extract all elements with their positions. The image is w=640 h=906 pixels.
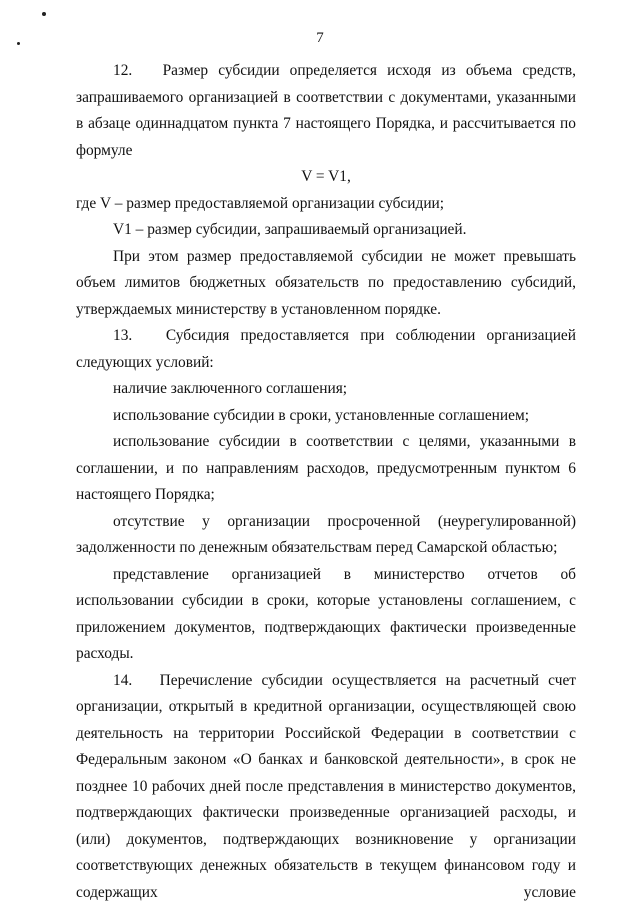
condition-item: отсутствие у организации просроченной (неурегулированной) задолженности по денежным обязательствам перед Самарской областью; [76,509,576,562]
paragraph-limit: При этом размер предоставляемой субсидии не может превышать объем лимитов бюджетных обязательств по предоставлению субсидий, утверждаемых министерству в установленном порядке. [76,244,576,324]
formula: V = V1, [76,164,576,191]
condition-item: представление организацией в министерство отчетов об использовании субсидии в сроки, которые установлены соглашением, с приложением документов, подтверждающих фактически произведенные расходы. [76,562,576,668]
paragraph-12: 12. Размер субсидии определяется исходя из объема средств, запрашиваемого организацией в соответствии с документами, указанными в абзаце одиннадцатом пункта 7 настоящего Порядка, и рассчитывается по формуле [76,58,576,164]
condition-item: наличие заключенного соглашения; [76,376,576,403]
paragraph-14: 14. Перечисление субсидии осуществляется на расчетный счет организации, открытый в кредитной организации, осуществляющей свою деятельность на территории Российской Федерации в соответствии с Федеральным законом «О банках и банковской деятельности», в срок не позднее 10 рабочих дней после представления в министерство документов, подтверждающих фактически произведенные организацией расходы, и (или) документов, подтверждающих возникновение у организации соответствующих денежных обязательств в текущем финансовом году и содержащих условие [76,668,576,906]
document-body [76,58,576,906]
paragraph-13: 13. Субсидия предоставляется при соблюдении организацией следующих условий: [76,323,576,376]
scan-speck [42,12,46,16]
condition-item: использование субсидии в соответствии с целями, указанными в соглашении, и по направлениям расходов, предусмотренным пунктом 6 настоящего Порядка; [76,429,576,509]
formula-where-v1: V1 – размер субсидии, запрашиваемый организацией. [76,217,576,244]
condition-item: использование субсидии в сроки, установленные соглашением; [76,403,576,430]
page-number: 7 [0,30,640,47]
formula-where-v: где V – размер предоставляемой организации субсидии; [76,191,576,218]
